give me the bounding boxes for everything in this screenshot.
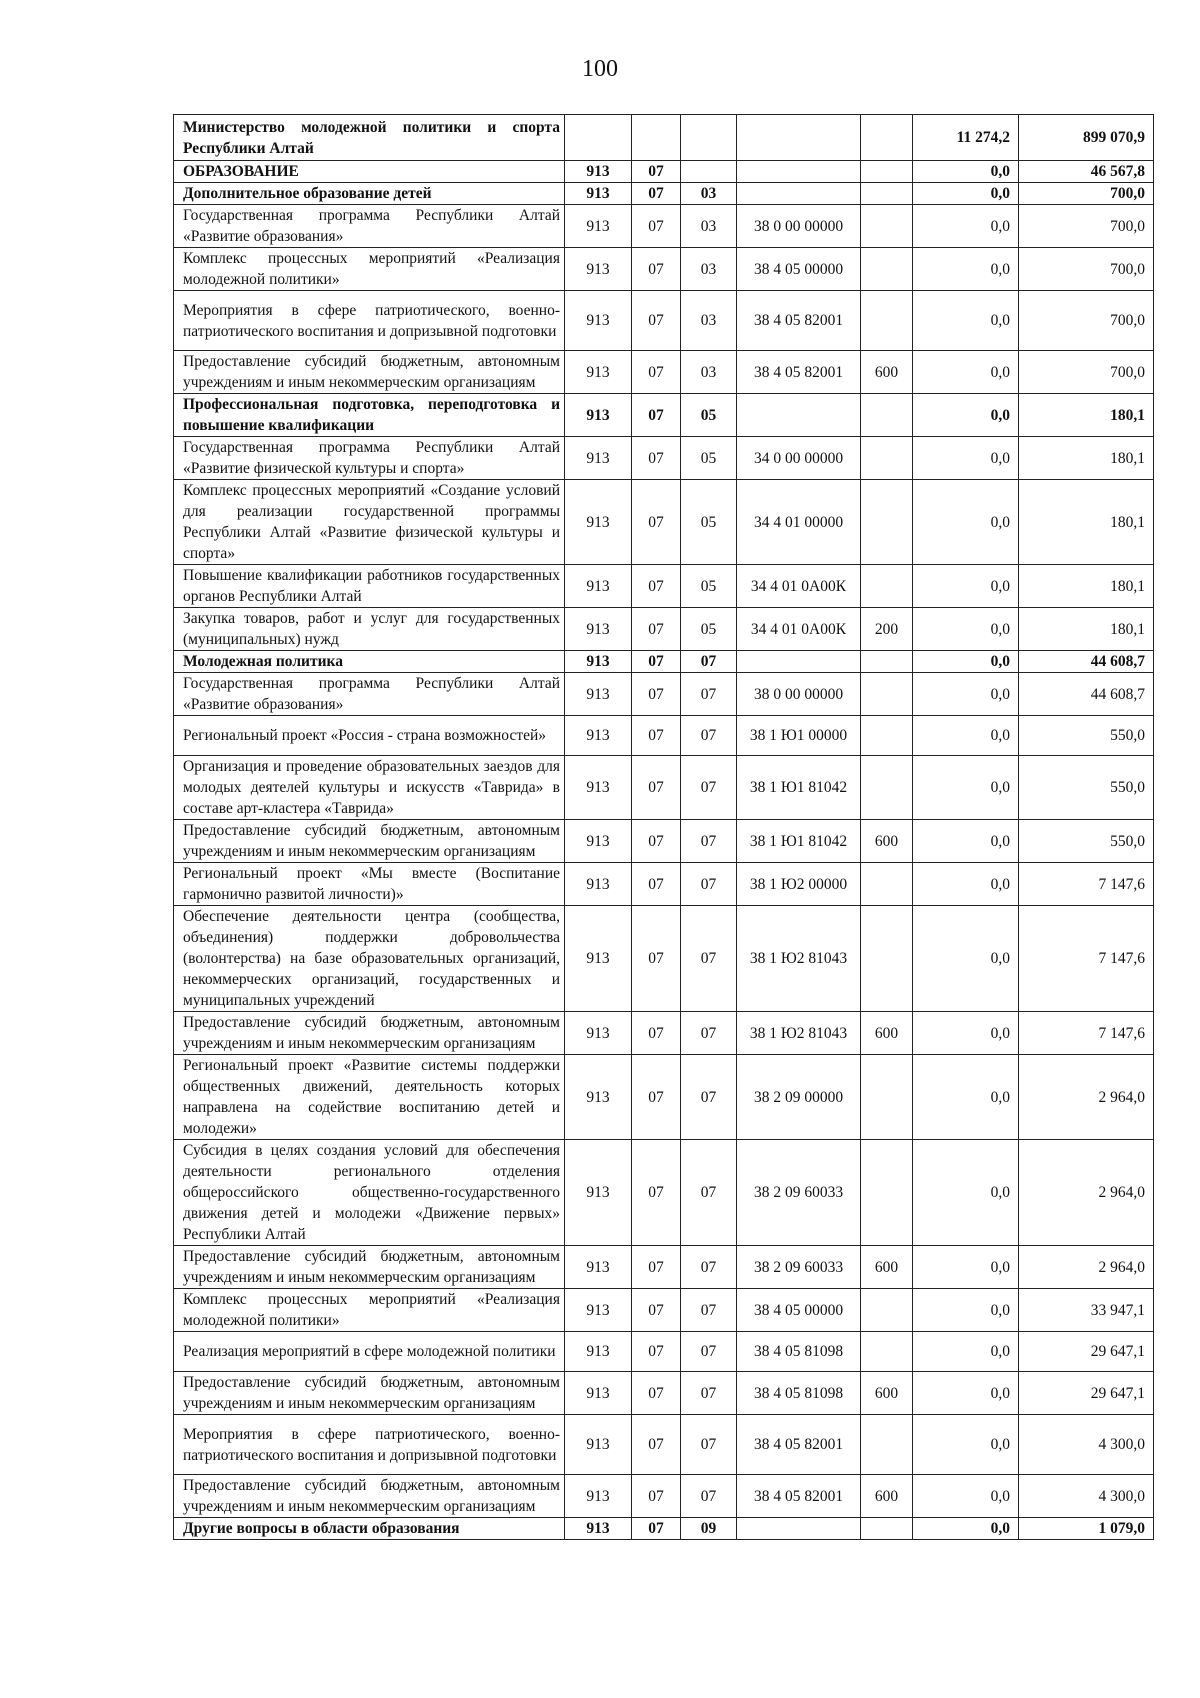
cell-name: Предоставление субсидий бюджетным, автономным учреждениям и иным некоммерческим организациям	[174, 1246, 565, 1289]
table-row	[174, 1332, 1154, 1372]
cell-section: 07	[632, 248, 681, 291]
cell-subsection: 05	[681, 437, 737, 480]
cell-name: Предоставление субсидий бюджетным, автономным учреждениям и иным некоммерческим организациям	[174, 820, 565, 863]
table-row	[174, 651, 1154, 673]
cell-amount-1: 11 274,2	[913, 115, 1019, 161]
table-row	[174, 565, 1154, 608]
cell-section: 07	[632, 673, 681, 716]
cell-name: Государственная программа Республики Алтай «Развитие образования»	[174, 205, 565, 248]
cell-target-article: 38 4 05 00000	[737, 248, 861, 291]
cell-section: 07	[632, 1055, 681, 1140]
cell-expense-type: 600	[861, 820, 913, 863]
cell-target-article	[737, 161, 861, 183]
table-row	[174, 1140, 1154, 1246]
cell-subsection: 05	[681, 480, 737, 565]
budget-table	[173, 114, 1154, 1540]
cell-amount-2: 700,0	[1019, 351, 1154, 394]
table-row	[174, 183, 1154, 205]
cell-amount-2: 1 079,0	[1019, 1518, 1154, 1540]
cell-amount-2: 2 964,0	[1019, 1246, 1154, 1289]
cell-amount-1: 0,0	[913, 1332, 1019, 1372]
cell-amount-2: 700,0	[1019, 183, 1154, 205]
cell-amount-2: 33 947,1	[1019, 1289, 1154, 1332]
cell-section: 07	[632, 716, 681, 756]
cell-amount-1: 0,0	[913, 1415, 1019, 1475]
cell-section: 07	[632, 651, 681, 673]
cell-amount-2: 180,1	[1019, 480, 1154, 565]
cell-section: 07	[632, 351, 681, 394]
cell-amount-1: 0,0	[913, 291, 1019, 351]
table-row	[174, 1289, 1154, 1332]
cell-grbs: 913	[565, 161, 632, 183]
cell-amount-2: 180,1	[1019, 394, 1154, 437]
cell-amount-1: 0,0	[913, 1055, 1019, 1140]
cell-amount-2: 29 647,1	[1019, 1332, 1154, 1372]
page-number: 100	[582, 56, 618, 82]
cell-amount-1: 0,0	[913, 820, 1019, 863]
table-row	[174, 394, 1154, 437]
cell-target-article: 38 2 09 60033	[737, 1246, 861, 1289]
cell-target-article: 38 1 Ю2 81043	[737, 1012, 861, 1055]
cell-target-article	[737, 394, 861, 437]
cell-amount-1: 0,0	[913, 248, 1019, 291]
cell-name: Комплекс процессных мероприятий «Реализация молодежной политики»	[174, 1289, 565, 1332]
cell-amount-2: 29 647,1	[1019, 1372, 1154, 1415]
cell-amount-1: 0,0	[913, 205, 1019, 248]
cell-grbs: 913	[565, 716, 632, 756]
cell-amount-2: 44 608,7	[1019, 673, 1154, 716]
cell-amount-1: 0,0	[913, 716, 1019, 756]
cell-name: Организация и проведение образовательных заездов для молодых деятелей культуры и искусств «Таврида» в составе арт-кластера «Таврида»	[174, 756, 565, 820]
table-row	[174, 1246, 1154, 1289]
cell-name: Предоставление субсидий бюджетным, автономным учреждениям и иным некоммерческим организациям	[174, 1372, 565, 1415]
cell-grbs: 913	[565, 756, 632, 820]
cell-name: ОБРАЗОВАНИЕ	[174, 161, 565, 183]
cell-target-article	[737, 183, 861, 205]
cell-name: Реализация мероприятий в сфере молодежной политики	[174, 1332, 565, 1372]
cell-amount-1: 0,0	[913, 1372, 1019, 1415]
cell-section: 07	[632, 480, 681, 565]
cell-amount-2: 700,0	[1019, 248, 1154, 291]
cell-grbs: 913	[565, 183, 632, 205]
cell-expense-type	[861, 437, 913, 480]
cell-name: Обеспечение деятельности центра (сообщества, объединения) поддержки добровольчества (волонтерства) на базе образовательных организаций, некоммерческих организаций, государственных и муниципальных учреждений	[174, 906, 565, 1012]
cell-target-article: 38 1 Ю1 81042	[737, 756, 861, 820]
cell-expense-type	[861, 716, 913, 756]
table-row	[174, 906, 1154, 1012]
cell-subsection: 07	[681, 1140, 737, 1246]
cell-name: Комплекс процессных мероприятий «Создание условий для реализации государственной программы Республики Алтай «Развитие физической культуры и спорта»	[174, 480, 565, 565]
cell-amount-2: 180,1	[1019, 437, 1154, 480]
cell-amount-2: 7 147,6	[1019, 906, 1154, 1012]
cell-name: Региональный проект «Мы вместе (Воспитание гармонично развитой личности)»	[174, 863, 565, 906]
cell-expense-type: 600	[861, 1246, 913, 1289]
cell-amount-2: 4 300,0	[1019, 1415, 1154, 1475]
cell-section: 07	[632, 820, 681, 863]
cell-grbs: 913	[565, 1518, 632, 1540]
cell-subsection: 07	[681, 906, 737, 1012]
cell-target-article: 38 4 05 00000	[737, 1289, 861, 1332]
cell-subsection: 07	[681, 863, 737, 906]
cell-amount-2: 7 147,6	[1019, 863, 1154, 906]
cell-target-article: 38 4 05 82001	[737, 1475, 861, 1518]
cell-grbs: 913	[565, 1372, 632, 1415]
cell-subsection: 07	[681, 651, 737, 673]
cell-expense-type: 600	[861, 1012, 913, 1055]
cell-target-article: 38 4 05 81098	[737, 1372, 861, 1415]
cell-section: 07	[632, 183, 681, 205]
cell-amount-1: 0,0	[913, 756, 1019, 820]
cell-expense-type	[861, 673, 913, 716]
cell-expense-type	[861, 1518, 913, 1540]
cell-section: 07	[632, 1415, 681, 1475]
cell-amount-2: 4 300,0	[1019, 1475, 1154, 1518]
cell-expense-type	[861, 1332, 913, 1372]
cell-name: Профессиональная подготовка, переподготовка и повышение квалификации	[174, 394, 565, 437]
cell-subsection: 03	[681, 183, 737, 205]
cell-amount-1: 0,0	[913, 183, 1019, 205]
cell-expense-type	[861, 1415, 913, 1475]
cell-grbs: 913	[565, 1332, 632, 1372]
cell-target-article: 38 4 05 82001	[737, 351, 861, 394]
cell-expense-type	[861, 1055, 913, 1140]
cell-amount-1: 0,0	[913, 608, 1019, 651]
cell-amount-1: 0,0	[913, 565, 1019, 608]
cell-section: 07	[632, 1332, 681, 1372]
cell-name: Предоставление субсидий бюджетным, автономным учреждениям и иным некоммерческим организациям	[174, 1475, 565, 1518]
cell-section: 07	[632, 863, 681, 906]
cell-expense-type	[861, 291, 913, 351]
cell-amount-2: 2 964,0	[1019, 1140, 1154, 1246]
cell-grbs: 913	[565, 1475, 632, 1518]
cell-subsection: 07	[681, 673, 737, 716]
cell-target-article: 34 4 01 0А00К	[737, 565, 861, 608]
cell-target-article: 38 4 05 81098	[737, 1332, 861, 1372]
cell-expense-type: 600	[861, 1372, 913, 1415]
cell-amount-1: 0,0	[913, 351, 1019, 394]
cell-subsection: 07	[681, 1246, 737, 1289]
cell-subsection: 07	[681, 1475, 737, 1518]
cell-grbs: 913	[565, 291, 632, 351]
cell-target-article: 38 2 09 00000	[737, 1055, 861, 1140]
cell-amount-1: 0,0	[913, 437, 1019, 480]
cell-grbs: 913	[565, 651, 632, 673]
cell-name: Предоставление субсидий бюджетным, автономным учреждениям и иным некоммерческим организациям	[174, 351, 565, 394]
cell-target-article	[737, 651, 861, 673]
cell-grbs: 913	[565, 565, 632, 608]
cell-target-article: 38 2 09 60033	[737, 1140, 861, 1246]
cell-amount-2: 2 964,0	[1019, 1055, 1154, 1140]
cell-section: 07	[632, 161, 681, 183]
cell-grbs	[565, 115, 632, 161]
cell-section: 07	[632, 756, 681, 820]
cell-amount-1: 0,0	[913, 1475, 1019, 1518]
cell-name: Повышение квалификации работников государственных органов Республики Алтай	[174, 565, 565, 608]
cell-subsection: 03	[681, 351, 737, 394]
cell-grbs: 913	[565, 1415, 632, 1475]
cell-grbs: 913	[565, 863, 632, 906]
cell-name: Региональный проект «Развитие системы поддержки общественных движений, деятельность которых направлена на содействие воспитанию детей и молодежи»	[174, 1055, 565, 1140]
cell-expense-type: 600	[861, 1475, 913, 1518]
cell-section: 07	[632, 1246, 681, 1289]
cell-subsection: 05	[681, 394, 737, 437]
cell-amount-2: 44 608,7	[1019, 651, 1154, 673]
cell-amount-1: 0,0	[913, 394, 1019, 437]
cell-subsection: 07	[681, 1055, 737, 1140]
cell-target-article	[737, 115, 861, 161]
cell-grbs: 913	[565, 205, 632, 248]
cell-amount-2: 550,0	[1019, 756, 1154, 820]
table-row	[174, 608, 1154, 651]
table-row	[174, 205, 1154, 248]
cell-name: Государственная программа Республики Алтай «Развитие образования»	[174, 673, 565, 716]
cell-section: 07	[632, 205, 681, 248]
table-row	[174, 1415, 1154, 1475]
cell-expense-type	[861, 115, 913, 161]
cell-target-article	[737, 1518, 861, 1540]
cell-grbs: 913	[565, 1140, 632, 1246]
cell-subsection: 09	[681, 1518, 737, 1540]
cell-expense-type: 600	[861, 351, 913, 394]
table-row	[174, 716, 1154, 756]
cell-amount-2: 550,0	[1019, 820, 1154, 863]
cell-section: 07	[632, 1518, 681, 1540]
cell-section: 07	[632, 1012, 681, 1055]
cell-grbs: 913	[565, 608, 632, 651]
cell-subsection: 07	[681, 1012, 737, 1055]
cell-amount-1: 0,0	[913, 161, 1019, 183]
cell-amount-1: 0,0	[913, 906, 1019, 1012]
budget-table-body	[174, 115, 1154, 1540]
cell-expense-type	[861, 651, 913, 673]
cell-section: 07	[632, 394, 681, 437]
cell-target-article: 38 0 00 00000	[737, 673, 861, 716]
cell-subsection: 07	[681, 1372, 737, 1415]
cell-subsection: 05	[681, 608, 737, 651]
cell-name: Региональный проект «Россия - страна возможностей»	[174, 716, 565, 756]
cell-amount-1: 0,0	[913, 673, 1019, 716]
cell-grbs: 913	[565, 673, 632, 716]
cell-grbs: 913	[565, 437, 632, 480]
cell-subsection: 03	[681, 205, 737, 248]
cell-expense-type	[861, 906, 913, 1012]
table-row	[174, 1372, 1154, 1415]
cell-grbs: 913	[565, 394, 632, 437]
cell-section: 07	[632, 608, 681, 651]
cell-amount-1: 0,0	[913, 1518, 1019, 1540]
table-row	[174, 291, 1154, 351]
cell-target-article: 38 4 05 82001	[737, 291, 861, 351]
cell-name: Мероприятия в сфере патриотического, военно-патриотического воспитания и допризывной подготовки	[174, 291, 565, 351]
cell-target-article: 38 1 Ю2 00000	[737, 863, 861, 906]
cell-grbs: 913	[565, 1055, 632, 1140]
cell-target-article: 38 1 Ю1 81042	[737, 820, 861, 863]
cell-subsection	[681, 161, 737, 183]
cell-section: 07	[632, 1475, 681, 1518]
cell-amount-1: 0,0	[913, 480, 1019, 565]
table-row	[174, 1475, 1154, 1518]
cell-expense-type	[861, 394, 913, 437]
cell-grbs: 913	[565, 1012, 632, 1055]
cell-subsection: 07	[681, 820, 737, 863]
cell-subsection: 07	[681, 1415, 737, 1475]
cell-expense-type	[861, 480, 913, 565]
cell-subsection: 03	[681, 248, 737, 291]
cell-expense-type	[861, 1140, 913, 1246]
table-row	[174, 1012, 1154, 1055]
cell-grbs: 913	[565, 480, 632, 565]
cell-grbs: 913	[565, 820, 632, 863]
cell-amount-1: 0,0	[913, 1289, 1019, 1332]
table-row	[174, 248, 1154, 291]
cell-section: 07	[632, 565, 681, 608]
cell-grbs: 913	[565, 1289, 632, 1332]
cell-subsection: 07	[681, 1289, 737, 1332]
cell-name: Комплекс процессных мероприятий «Реализация молодежной политики»	[174, 248, 565, 291]
cell-grbs: 913	[565, 1246, 632, 1289]
cell-subsection	[681, 115, 737, 161]
cell-target-article: 34 4 01 00000	[737, 480, 861, 565]
cell-expense-type	[861, 183, 913, 205]
cell-expense-type: 200	[861, 608, 913, 651]
cell-name: Молодежная политика	[174, 651, 565, 673]
table-row	[174, 1055, 1154, 1140]
cell-amount-2: 899 070,9	[1019, 115, 1154, 161]
cell-name: Государственная программа Республики Алтай «Развитие физической культуры и спорта»	[174, 437, 565, 480]
cell-amount-2: 180,1	[1019, 608, 1154, 651]
cell-name: Дополнительное образование детей	[174, 183, 565, 205]
cell-section: 07	[632, 1140, 681, 1246]
cell-name: Мероприятия в сфере патриотического, военно-патриотического воспитания и допризывной подготовки	[174, 1415, 565, 1475]
cell-expense-type	[861, 565, 913, 608]
cell-section	[632, 115, 681, 161]
table-row	[174, 161, 1154, 183]
table-row	[174, 351, 1154, 394]
cell-target-article: 38 1 Ю1 00000	[737, 716, 861, 756]
table-row	[174, 756, 1154, 820]
cell-section: 07	[632, 291, 681, 351]
cell-amount-2: 700,0	[1019, 205, 1154, 248]
table-row	[174, 115, 1154, 161]
cell-section: 07	[632, 906, 681, 1012]
cell-amount-2: 180,1	[1019, 565, 1154, 608]
cell-target-article: 38 0 00 00000	[737, 205, 861, 248]
cell-section: 07	[632, 1289, 681, 1332]
cell-amount-1: 0,0	[913, 1140, 1019, 1246]
cell-subsection: 03	[681, 291, 737, 351]
cell-name: Закупка товаров, работ и услуг для государственных (муниципальных) нужд	[174, 608, 565, 651]
table-row	[174, 820, 1154, 863]
cell-grbs: 913	[565, 906, 632, 1012]
cell-amount-1: 0,0	[913, 651, 1019, 673]
table-row	[174, 863, 1154, 906]
cell-target-article: 34 0 00 00000	[737, 437, 861, 480]
cell-amount-1: 0,0	[913, 1246, 1019, 1289]
cell-amount-2: 7 147,6	[1019, 1012, 1154, 1055]
cell-grbs: 913	[565, 351, 632, 394]
cell-section: 07	[632, 1372, 681, 1415]
cell-name: Министерство молодежной политики и спорта Республики Алтай	[174, 115, 565, 161]
cell-subsection: 07	[681, 756, 737, 820]
cell-subsection: 07	[681, 716, 737, 756]
cell-amount-1: 0,0	[913, 1012, 1019, 1055]
cell-expense-type	[861, 205, 913, 248]
cell-name: Предоставление субсидий бюджетным, автономным учреждениям и иным некоммерческим организациям	[174, 1012, 565, 1055]
cell-amount-2: 550,0	[1019, 716, 1154, 756]
cell-section: 07	[632, 437, 681, 480]
table-row	[174, 480, 1154, 565]
cell-target-article: 34 4 01 0А00К	[737, 608, 861, 651]
cell-expense-type	[861, 248, 913, 291]
table-row	[174, 437, 1154, 480]
cell-expense-type	[861, 863, 913, 906]
cell-amount-1: 0,0	[913, 863, 1019, 906]
cell-name: Другие вопросы в области образования	[174, 1518, 565, 1540]
cell-name: Субсидия в целях создания условий для обеспечения деятельности регионального отделения общероссийского общественно-государственного движения детей и молодежи «Движение первых» Республики Алтай	[174, 1140, 565, 1246]
table-row	[174, 673, 1154, 716]
cell-expense-type	[861, 756, 913, 820]
table-row	[174, 1518, 1154, 1540]
cell-grbs: 913	[565, 248, 632, 291]
cell-subsection: 05	[681, 565, 737, 608]
cell-expense-type	[861, 1289, 913, 1332]
cell-target-article: 38 4 05 82001	[737, 1415, 861, 1475]
cell-amount-2: 46 567,8	[1019, 161, 1154, 183]
cell-amount-2: 700,0	[1019, 291, 1154, 351]
cell-subsection: 07	[681, 1332, 737, 1372]
cell-expense-type	[861, 161, 913, 183]
cell-target-article: 38 1 Ю2 81043	[737, 906, 861, 1012]
